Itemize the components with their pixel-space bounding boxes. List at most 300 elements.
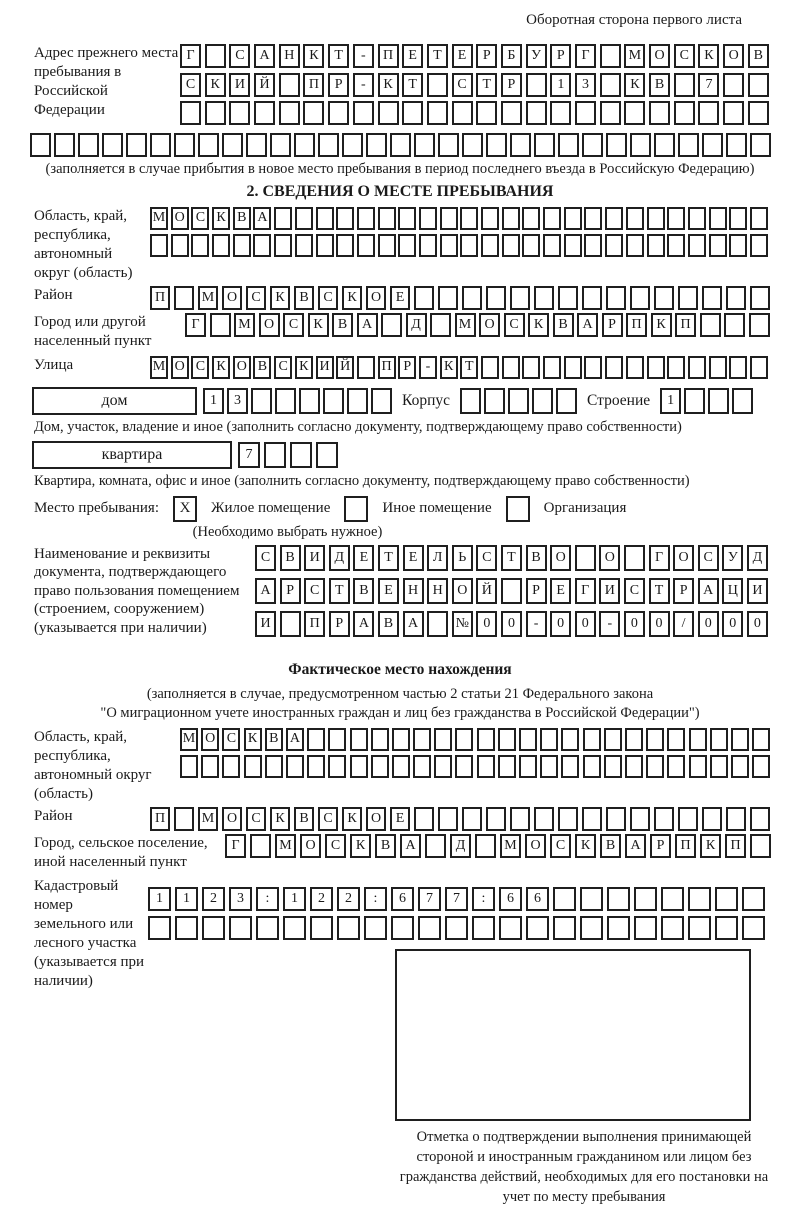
char-box[interactable] xyxy=(584,356,602,379)
char-box[interactable]: У xyxy=(722,545,743,571)
char-box[interactable] xyxy=(427,611,448,637)
char-box[interactable] xyxy=(357,207,375,230)
char-box[interactable] xyxy=(606,133,627,157)
char-box[interactable] xyxy=(174,133,195,157)
char-box[interactable]: Р xyxy=(602,313,623,337)
char-box[interactable]: К xyxy=(303,44,324,68)
char-box[interactable]: 0 xyxy=(698,611,719,637)
char-box[interactable]: С xyxy=(318,286,338,310)
char-box[interactable]: Р xyxy=(329,611,350,637)
char-box[interactable]: К xyxy=(295,356,313,379)
char-box[interactable] xyxy=(477,755,495,778)
char-box[interactable]: М xyxy=(275,834,296,858)
char-box[interactable] xyxy=(540,728,558,751)
char-box[interactable] xyxy=(229,101,250,125)
char-box[interactable]: Е xyxy=(403,545,424,571)
char-box[interactable] xyxy=(749,313,770,337)
char-box[interactable]: Р xyxy=(650,834,671,858)
char-box[interactable] xyxy=(427,73,448,97)
char-box[interactable] xyxy=(600,73,621,97)
char-box[interactable] xyxy=(729,234,747,257)
char-box[interactable] xyxy=(752,755,770,778)
char-box[interactable] xyxy=(582,807,602,831)
char-box[interactable] xyxy=(398,207,416,230)
char-box[interactable]: Р xyxy=(673,578,694,604)
char-box[interactable] xyxy=(606,807,626,831)
char-box[interactable]: С xyxy=(191,207,209,230)
char-box[interactable] xyxy=(605,207,623,230)
char-box[interactable]: 0 xyxy=(550,611,571,637)
char-box[interactable]: Р xyxy=(501,73,522,97)
char-box[interactable]: М xyxy=(500,834,521,858)
char-box[interactable]: С xyxy=(304,578,325,604)
char-box[interactable] xyxy=(250,834,271,858)
char-box[interactable] xyxy=(726,807,746,831)
char-box[interactable]: Р xyxy=(280,578,301,604)
char-box[interactable]: П xyxy=(675,834,696,858)
char-box[interactable] xyxy=(307,755,325,778)
char-box[interactable] xyxy=(510,133,531,157)
char-box[interactable] xyxy=(607,887,630,911)
char-box[interactable] xyxy=(499,916,522,940)
char-box[interactable]: Н xyxy=(403,578,424,604)
char-box[interactable]: О xyxy=(599,545,620,571)
char-box[interactable]: 0 xyxy=(476,611,497,637)
char-box[interactable] xyxy=(274,234,292,257)
char-box[interactable]: П xyxy=(378,44,399,68)
char-box[interactable] xyxy=(667,755,685,778)
char-box[interactable] xyxy=(150,234,168,257)
char-box[interactable] xyxy=(688,207,706,230)
char-box[interactable]: А xyxy=(253,207,271,230)
char-box[interactable]: А xyxy=(254,44,275,68)
char-box[interactable] xyxy=(750,133,771,157)
char-box[interactable]: 0 xyxy=(575,611,596,637)
char-box[interactable]: М xyxy=(150,207,168,230)
char-box[interactable] xyxy=(212,234,230,257)
char-box[interactable] xyxy=(674,73,695,97)
char-box[interactable]: А xyxy=(255,578,276,604)
char-box[interactable]: 1 xyxy=(148,887,171,911)
char-box[interactable] xyxy=(742,887,765,911)
char-box[interactable]: Р xyxy=(328,73,349,97)
char-box[interactable]: / xyxy=(673,611,694,637)
char-box[interactable]: К xyxy=(212,207,230,230)
char-box[interactable]: В xyxy=(600,834,621,858)
char-box[interactable]: С xyxy=(191,356,209,379)
char-box[interactable] xyxy=(501,101,522,125)
char-box[interactable]: С xyxy=(452,73,473,97)
char-box[interactable] xyxy=(709,356,727,379)
char-box[interactable] xyxy=(275,388,296,414)
char-box[interactable] xyxy=(174,286,194,310)
char-box[interactable] xyxy=(481,356,499,379)
char-box[interactable] xyxy=(413,728,431,751)
char-box[interactable] xyxy=(724,313,745,337)
char-box[interactable] xyxy=(626,207,644,230)
char-box[interactable]: В xyxy=(280,545,301,571)
char-box[interactable] xyxy=(381,313,402,337)
char-box[interactable]: Ь xyxy=(452,545,473,571)
char-box[interactable] xyxy=(440,234,458,257)
char-box[interactable] xyxy=(625,755,643,778)
char-box[interactable] xyxy=(148,916,171,940)
char-box[interactable] xyxy=(484,388,505,414)
char-box[interactable]: 2 xyxy=(202,887,225,911)
char-box[interactable]: 7 xyxy=(698,73,719,97)
char-box[interactable]: Й xyxy=(476,578,497,604)
char-box[interactable] xyxy=(723,73,744,97)
char-box[interactable] xyxy=(54,133,75,157)
char-box[interactable] xyxy=(371,388,392,414)
char-box[interactable] xyxy=(475,834,496,858)
char-box[interactable] xyxy=(534,807,554,831)
char-box[interactable] xyxy=(286,755,304,778)
char-box[interactable] xyxy=(654,807,674,831)
char-box[interactable] xyxy=(688,356,706,379)
char-box[interactable] xyxy=(688,887,711,911)
char-box[interactable]: О xyxy=(723,44,744,68)
char-box[interactable] xyxy=(647,234,665,257)
char-box[interactable]: 2 xyxy=(310,887,333,911)
char-box[interactable] xyxy=(750,286,770,310)
char-box[interactable]: К xyxy=(342,286,362,310)
char-box[interactable] xyxy=(481,234,499,257)
char-box[interactable]: О xyxy=(171,207,189,230)
char-box[interactable] xyxy=(434,755,452,778)
char-box[interactable] xyxy=(647,356,665,379)
char-box[interactable] xyxy=(625,728,643,751)
checkbox-inoe[interactable] xyxy=(344,496,368,522)
oblast-row-1[interactable] xyxy=(150,207,768,230)
char-box[interactable]: К xyxy=(624,73,645,97)
char-box[interactable] xyxy=(600,101,621,125)
char-box[interactable] xyxy=(715,916,738,940)
char-box[interactable] xyxy=(438,807,458,831)
char-box[interactable]: С xyxy=(476,545,497,571)
char-box[interactable]: С xyxy=(504,313,525,337)
char-box[interactable]: Д xyxy=(747,545,768,571)
char-box[interactable]: Й xyxy=(254,73,275,97)
char-box[interactable] xyxy=(201,755,219,778)
char-box[interactable] xyxy=(604,755,622,778)
char-box[interactable]: Г xyxy=(225,834,246,858)
char-box[interactable] xyxy=(605,234,623,257)
char-box[interactable] xyxy=(564,234,582,257)
char-box[interactable] xyxy=(750,234,768,257)
char-box[interactable]: С xyxy=(283,313,304,337)
char-box[interactable] xyxy=(510,807,530,831)
char-box[interactable]: Е xyxy=(452,44,473,68)
char-box[interactable]: 0 xyxy=(722,611,743,637)
char-box[interactable]: С xyxy=(325,834,346,858)
char-box[interactable] xyxy=(222,133,243,157)
char-box[interactable]: 2 xyxy=(337,887,360,911)
oblast-row-2[interactable] xyxy=(150,234,768,257)
char-box[interactable] xyxy=(583,728,601,751)
char-box[interactable] xyxy=(708,388,729,414)
char-box[interactable]: М xyxy=(234,313,255,337)
char-box[interactable] xyxy=(460,388,481,414)
char-box[interactable]: И xyxy=(747,578,768,604)
char-box[interactable] xyxy=(526,101,547,125)
char-box[interactable] xyxy=(604,728,622,751)
char-box[interactable] xyxy=(501,578,522,604)
char-box[interactable]: С xyxy=(274,356,292,379)
char-box[interactable]: 1 xyxy=(550,73,571,97)
char-box[interactable] xyxy=(180,755,198,778)
char-box[interactable] xyxy=(229,916,252,940)
char-box[interactable]: Г xyxy=(575,44,596,68)
char-box[interactable] xyxy=(171,234,189,257)
char-box[interactable]: Р xyxy=(398,356,416,379)
char-box[interactable] xyxy=(667,728,685,751)
char-box[interactable]: У xyxy=(526,44,547,68)
char-box[interactable] xyxy=(532,388,553,414)
char-box[interactable]: К xyxy=(308,313,329,337)
char-box[interactable]: С xyxy=(698,545,719,571)
char-box[interactable] xyxy=(378,234,396,257)
char-box[interactable]: О xyxy=(233,356,251,379)
char-box[interactable]: О xyxy=(201,728,219,751)
char-box[interactable]: С xyxy=(674,44,695,68)
char-box[interactable] xyxy=(510,286,530,310)
char-box[interactable]: Н xyxy=(279,44,300,68)
char-box[interactable] xyxy=(438,286,458,310)
char-box[interactable]: С xyxy=(550,834,571,858)
char-box[interactable]: М xyxy=(150,356,168,379)
char-box[interactable] xyxy=(519,755,537,778)
char-box[interactable] xyxy=(425,834,446,858)
char-box[interactable] xyxy=(150,133,171,157)
char-box[interactable]: К xyxy=(440,356,458,379)
char-box[interactable] xyxy=(678,286,698,310)
char-box[interactable]: О xyxy=(366,807,386,831)
char-box[interactable]: А xyxy=(698,578,719,604)
char-box[interactable] xyxy=(634,887,657,911)
char-box[interactable] xyxy=(175,916,198,940)
char-box[interactable]: Г xyxy=(180,44,201,68)
char-box[interactable] xyxy=(540,755,558,778)
char-box[interactable] xyxy=(667,356,685,379)
char-box[interactable] xyxy=(328,755,346,778)
char-box[interactable] xyxy=(715,887,738,911)
char-box[interactable] xyxy=(191,234,209,257)
char-box[interactable] xyxy=(481,207,499,230)
char-box[interactable] xyxy=(391,916,414,940)
char-box[interactable] xyxy=(364,916,387,940)
char-box[interactable]: Е xyxy=(353,545,374,571)
char-box[interactable] xyxy=(392,755,410,778)
char-box[interactable] xyxy=(336,234,354,257)
char-box[interactable]: Г xyxy=(575,578,596,604)
char-box[interactable] xyxy=(378,101,399,125)
char-box[interactable] xyxy=(390,133,411,157)
char-box[interactable] xyxy=(624,101,645,125)
char-box[interactable]: К xyxy=(575,834,596,858)
char-box[interactable] xyxy=(558,286,578,310)
char-box[interactable] xyxy=(750,356,768,379)
char-box[interactable]: А xyxy=(353,611,374,637)
char-box[interactable] xyxy=(256,916,279,940)
char-box[interactable]: И xyxy=(599,578,620,604)
char-box[interactable]: 3 xyxy=(575,73,596,97)
char-box[interactable]: О xyxy=(300,834,321,858)
checkbox-zhiloe[interactable]: X xyxy=(173,496,197,522)
prev-address-row-4[interactable] xyxy=(30,133,800,157)
char-box[interactable]: О xyxy=(479,313,500,337)
char-box[interactable] xyxy=(624,545,645,571)
char-box[interactable]: К xyxy=(244,728,262,751)
char-box[interactable] xyxy=(556,388,577,414)
char-box[interactable] xyxy=(543,207,561,230)
checkbox-organizatsiya[interactable] xyxy=(506,496,530,522)
char-box[interactable]: Д xyxy=(329,545,350,571)
char-box[interactable] xyxy=(342,133,363,157)
char-box[interactable]: А xyxy=(357,313,378,337)
char-box[interactable]: К xyxy=(700,834,721,858)
char-box[interactable] xyxy=(419,234,437,257)
char-box[interactable]: К xyxy=(350,834,371,858)
prev-address-row-2[interactable] xyxy=(180,73,769,97)
char-box[interactable]: : xyxy=(256,887,279,911)
char-box[interactable]: Ц xyxy=(722,578,743,604)
prev-address-row-3[interactable] xyxy=(180,101,769,125)
char-box[interactable]: Т xyxy=(476,73,497,97)
char-box[interactable] xyxy=(750,834,771,858)
char-box[interactable] xyxy=(582,286,602,310)
char-box[interactable] xyxy=(353,101,374,125)
char-box[interactable]: : xyxy=(472,887,495,911)
char-box[interactable]: Б xyxy=(501,44,522,68)
char-box[interactable] xyxy=(726,286,746,310)
char-box[interactable] xyxy=(328,728,346,751)
char-box[interactable] xyxy=(522,234,540,257)
char-box[interactable] xyxy=(626,356,644,379)
char-box[interactable]: С xyxy=(246,807,266,831)
char-box[interactable] xyxy=(418,916,441,940)
char-box[interactable]: О xyxy=(673,545,694,571)
char-box[interactable] xyxy=(290,442,312,468)
korpus-cells[interactable] xyxy=(460,388,577,414)
char-box[interactable] xyxy=(710,755,728,778)
char-box[interactable]: В xyxy=(649,73,670,97)
char-box[interactable]: И xyxy=(316,356,334,379)
char-box[interactable] xyxy=(274,207,292,230)
char-box[interactable]: 0 xyxy=(624,611,645,637)
char-box[interactable] xyxy=(270,133,291,157)
char-box[interactable] xyxy=(748,101,769,125)
char-box[interactable]: Т xyxy=(460,356,478,379)
char-box[interactable] xyxy=(316,207,334,230)
char-box[interactable] xyxy=(649,101,670,125)
char-box[interactable]: К xyxy=(270,286,290,310)
char-box[interactable]: М xyxy=(198,807,218,831)
char-box[interactable]: С xyxy=(229,44,250,68)
char-box[interactable]: И xyxy=(304,545,325,571)
char-box[interactable]: 1 xyxy=(660,388,681,414)
char-box[interactable] xyxy=(205,101,226,125)
char-box[interactable] xyxy=(534,133,555,157)
char-box[interactable]: В xyxy=(332,313,353,337)
char-box[interactable] xyxy=(508,388,529,414)
char-box[interactable] xyxy=(553,916,576,940)
char-box[interactable] xyxy=(502,356,520,379)
char-box[interactable]: К xyxy=(651,313,672,337)
char-box[interactable] xyxy=(607,916,630,940)
char-box[interactable]: П xyxy=(725,834,746,858)
char-box[interactable] xyxy=(414,807,434,831)
char-box[interactable]: А xyxy=(577,313,598,337)
char-box[interactable]: О xyxy=(525,834,546,858)
char-box[interactable]: Д xyxy=(406,313,427,337)
kadastr-row-1[interactable] xyxy=(148,887,765,911)
char-box[interactable] xyxy=(661,916,684,940)
char-box[interactable] xyxy=(455,755,473,778)
char-box[interactable] xyxy=(580,887,603,911)
char-box[interactable]: О xyxy=(366,286,386,310)
char-box[interactable] xyxy=(460,207,478,230)
document-row-2[interactable] xyxy=(255,578,768,604)
char-box[interactable] xyxy=(265,755,283,778)
char-box[interactable]: Е xyxy=(390,286,410,310)
char-box[interactable] xyxy=(678,807,698,831)
fact-raion-row[interactable] xyxy=(150,807,770,831)
char-box[interactable] xyxy=(584,234,602,257)
char-box[interactable] xyxy=(561,728,579,751)
char-box[interactable] xyxy=(558,807,578,831)
char-box[interactable]: С xyxy=(222,728,240,751)
char-box[interactable]: 7 xyxy=(445,887,468,911)
char-box[interactable] xyxy=(350,755,368,778)
char-box[interactable] xyxy=(534,286,554,310)
char-box[interactable]: 0 xyxy=(649,611,670,637)
char-box[interactable]: - xyxy=(353,73,374,97)
char-box[interactable]: Т xyxy=(649,578,670,604)
char-box[interactable]: В xyxy=(375,834,396,858)
char-box[interactable] xyxy=(357,234,375,257)
char-box[interactable]: 6 xyxy=(391,887,414,911)
char-box[interactable]: Р xyxy=(476,44,497,68)
char-box[interactable]: В xyxy=(233,207,251,230)
char-box[interactable] xyxy=(357,356,375,379)
document-row-3[interactable] xyxy=(255,611,768,637)
char-box[interactable]: 1 xyxy=(283,887,306,911)
char-box[interactable]: О xyxy=(550,545,571,571)
char-box[interactable]: : xyxy=(364,887,387,911)
char-box[interactable] xyxy=(748,73,769,97)
gorod-row[interactable] xyxy=(185,313,770,337)
kadastr-row-2[interactable] xyxy=(148,916,765,940)
char-box[interactable]: К xyxy=(698,44,719,68)
char-box[interactable] xyxy=(750,807,770,831)
char-box[interactable]: П xyxy=(626,313,647,337)
char-box[interactable]: С xyxy=(318,807,338,831)
char-box[interactable] xyxy=(198,133,219,157)
char-box[interactable] xyxy=(502,207,520,230)
char-box[interactable] xyxy=(498,755,516,778)
char-box[interactable] xyxy=(366,133,387,157)
char-box[interactable] xyxy=(310,916,333,940)
char-box[interactable] xyxy=(553,887,576,911)
char-box[interactable] xyxy=(294,133,315,157)
char-box[interactable]: М xyxy=(624,44,645,68)
char-box[interactable]: - xyxy=(419,356,437,379)
char-box[interactable]: 6 xyxy=(499,887,522,911)
char-box[interactable] xyxy=(550,101,571,125)
char-box[interactable]: А xyxy=(625,834,646,858)
char-box[interactable] xyxy=(575,545,596,571)
